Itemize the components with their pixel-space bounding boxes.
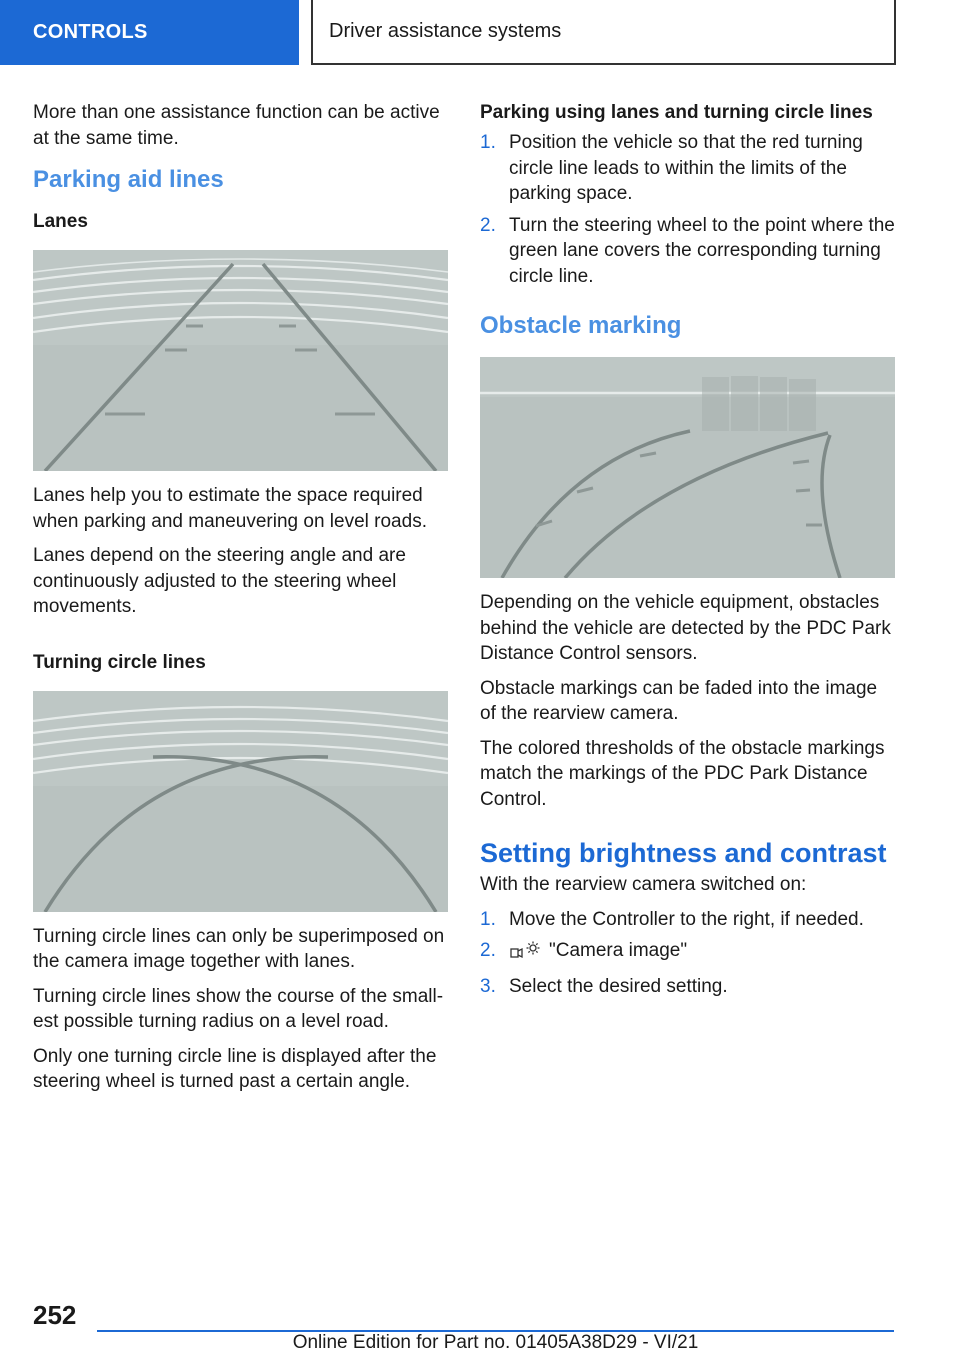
section-tab: CONTROLS xyxy=(0,0,299,65)
brightness-steps-list xyxy=(480,907,895,1000)
heading-parking-using-lanes: Parking using lanes and turning circle lines xyxy=(480,102,873,123)
obstacle-text-3: The colored thresholds of the obstacle markings match the markings of the PDC Park Distance Control. xyxy=(480,737,885,810)
lanes-figure xyxy=(33,250,448,471)
turning-text-3: Only one turning circle line is displayed after the steering wheel is turned past a certain angle. xyxy=(33,1045,437,1092)
brightness-intro: With the rearview camera switched on: xyxy=(480,874,807,895)
camera-settings-icon xyxy=(509,940,543,968)
heading-lanes: Lanes xyxy=(33,211,88,232)
list-item: 3. Select the desired setting. xyxy=(480,975,728,997)
list-item: 1. Position the vehicle so that the red turning circle line leads to within the limits of the parking space. xyxy=(480,132,863,204)
obstacle-text-2: Obstacle markings can be faded into the image of the rearview camera. xyxy=(480,677,878,724)
list-item: 1. Move the Controller to the right, if needed. xyxy=(480,908,864,930)
heading-brightness-contrast: Setting brightness and contrast xyxy=(480,838,887,868)
lanes-text-1: Lanes help you to estimate the space required when parking and maneuvering on level roads. xyxy=(33,485,427,532)
footer-edition: Online Edition for Part no. 01405A38D29 - VI/21 xyxy=(292,1332,699,1353)
heading-parking-aid-lines: Parking aid lines xyxy=(33,166,224,193)
intro-text: More than one assistance function can be active at the same time. xyxy=(33,102,440,149)
turning-text-1: Turning circle lines can only be superimposed on the camera image together with lanes. xyxy=(33,925,445,972)
turning-circle-figure xyxy=(33,691,448,912)
obstacle-marking-figure xyxy=(480,357,895,578)
chapter-title: Driver assistance systems xyxy=(311,0,896,65)
heading-turning-circle-lines: Turning circle lines xyxy=(33,651,206,673)
parking-steps-list xyxy=(480,130,895,289)
turning-text-2: Turning circle lines show the course of the smallest possible turning radius on a level road. xyxy=(33,985,444,1032)
list-item: 2. Turn the steering wheel to the point where the green lane covers the corresponding turning circle line. xyxy=(480,214,895,287)
right-column xyxy=(480,100,895,1005)
left-column xyxy=(33,100,448,1104)
lanes-text-2: Lanes depend on the steering angle and are continuously adjusted to the steering wheel movements. xyxy=(33,545,406,617)
heading-obstacle-marking: Obstacle marking xyxy=(480,312,682,339)
list-item: 2. "Camera image" xyxy=(480,938,895,968)
page-number: 252 xyxy=(33,1300,77,1330)
obstacle-text-1: Depending on the vehicle equipment, obstacles behind the vehicle are detected by the PDC Park Distance Control sensors. xyxy=(480,592,891,664)
